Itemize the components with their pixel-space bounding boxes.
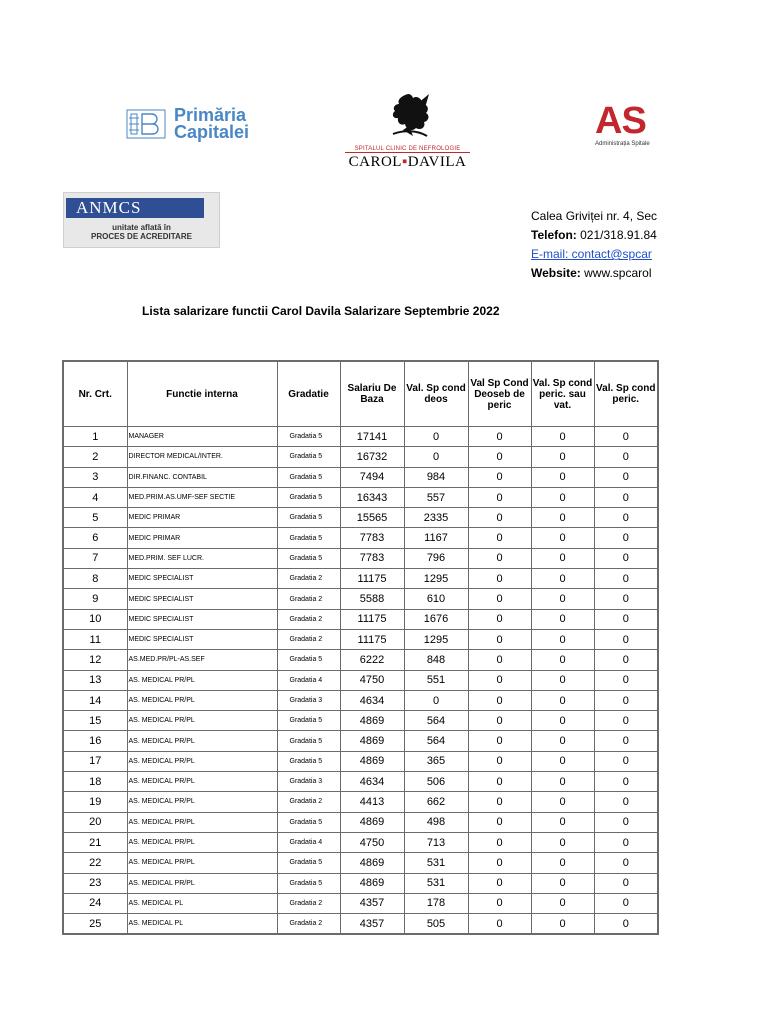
cell-sp-deos: 662 — [404, 792, 468, 812]
cell-sp-peric-vat: 0 — [531, 792, 594, 812]
cell-functie: DIRECTOR MEDICAL/INTER. — [127, 447, 277, 467]
cell-sp-peric-vat: 0 — [531, 690, 594, 710]
cell-sp-peric-vat: 0 — [531, 751, 594, 771]
spital-name-b: DAVILA — [407, 154, 467, 170]
table-row — [63, 508, 658, 528]
cell-sp-deos: 531 — [404, 873, 468, 893]
col-header-gradatie: Gradatie — [277, 361, 340, 427]
cell-sp-deoseb-peric: 0 — [468, 569, 531, 589]
col-header-nr: Nr. Crt. — [63, 361, 127, 427]
cell-nr: 10 — [63, 609, 127, 629]
cell-sp-peric-vat: 0 — [531, 609, 594, 629]
cell-sp-deos: 505 — [404, 914, 468, 935]
cell-nr: 17 — [63, 751, 127, 771]
cell-sp-peric-vat: 0 — [531, 893, 594, 913]
cell-functie: AS. MEDICAL PR/PL — [127, 853, 277, 873]
cell-nr: 25 — [63, 914, 127, 935]
table-row — [63, 569, 658, 589]
cell-nr: 4 — [63, 487, 127, 507]
anmcs-sub2: PROCES DE ACREDITARE — [91, 232, 192, 241]
cell-sp-peric: 0 — [594, 853, 658, 873]
cell-functie: AS. MEDICAL PR/PL — [127, 832, 277, 852]
cell-sp-deos: 2335 — [404, 508, 468, 528]
cell-sp-peric-vat: 0 — [531, 447, 594, 467]
cell-gradatie: Gradatia 5 — [277, 853, 340, 873]
cell-functie: AS. MEDICAL PR/PL — [127, 751, 277, 771]
table-row — [63, 711, 658, 731]
cell-sp-deoseb-peric: 0 — [468, 853, 531, 873]
cell-sp-deoseb-peric: 0 — [468, 427, 531, 447]
table-row — [63, 447, 658, 467]
cell-sp-peric: 0 — [594, 528, 658, 548]
cell-sp-peric: 0 — [594, 609, 658, 629]
cell-sp-deoseb-peric: 0 — [468, 812, 531, 832]
cell-nr: 7 — [63, 548, 127, 568]
cell-sp-deos: 0 — [404, 690, 468, 710]
cell-functie: AS. MEDICAL PR/PL — [127, 873, 277, 893]
cell-sp-peric: 0 — [594, 487, 658, 507]
cell-nr: 22 — [63, 853, 127, 873]
cell-sp-peric: 0 — [594, 467, 658, 487]
cell-salariu: 4869 — [340, 731, 404, 751]
cell-sp-deoseb-peric: 0 — [468, 650, 531, 670]
cell-sp-peric: 0 — [594, 569, 658, 589]
cell-sp-deoseb-peric: 0 — [468, 589, 531, 609]
cell-sp-peric-vat: 0 — [531, 853, 594, 873]
cell-functie: MEDIC SPECIALIST — [127, 609, 277, 629]
cell-nr: 9 — [63, 589, 127, 609]
spital-logo — [340, 90, 475, 171]
anmcs-band: ANMCS — [66, 198, 204, 218]
cell-functie: MED.PRIM. SEF LUCR. — [127, 548, 277, 568]
cell-sp-peric-vat: 0 — [531, 528, 594, 548]
cell-sp-deoseb-peric: 0 — [468, 629, 531, 649]
cell-sp-peric: 0 — [594, 548, 658, 568]
cell-functie: MEDIC SPECIALIST — [127, 569, 277, 589]
cell-nr: 24 — [63, 893, 127, 913]
cell-sp-peric-vat: 0 — [531, 650, 594, 670]
table-row — [63, 528, 658, 548]
cell-sp-peric-vat: 0 — [531, 487, 594, 507]
cell-sp-peric: 0 — [594, 731, 658, 751]
cell-sp-deoseb-peric: 0 — [468, 548, 531, 568]
cell-salariu: 4869 — [340, 873, 404, 893]
cell-nr: 1 — [63, 427, 127, 447]
cell-sp-deos: 564 — [404, 731, 468, 751]
cell-sp-peric-vat: 0 — [531, 812, 594, 832]
cell-nr: 5 — [63, 508, 127, 528]
cell-sp-peric-vat: 0 — [531, 589, 594, 609]
cell-sp-deos: 1167 — [404, 528, 468, 548]
cell-sp-deos: 0 — [404, 427, 468, 447]
cell-sp-peric: 0 — [594, 427, 658, 447]
cell-sp-deos: 796 — [404, 548, 468, 568]
cell-salariu: 11175 — [340, 609, 404, 629]
col-header-salariu: Salariu De Baza — [340, 361, 404, 427]
cell-sp-peric: 0 — [594, 792, 658, 812]
table-row — [63, 609, 658, 629]
cell-salariu: 4869 — [340, 853, 404, 873]
col-header-sp-peric: Val. Sp cond peric. — [594, 361, 658, 427]
cell-nr: 15 — [63, 711, 127, 731]
cell-nr: 8 — [63, 569, 127, 589]
table-row — [63, 548, 658, 568]
cell-salariu: 4357 — [340, 914, 404, 935]
cell-gradatie: Gradatia 2 — [277, 629, 340, 649]
table-row — [63, 893, 658, 913]
anmcs-sub1: unitate aflată în — [112, 223, 171, 232]
cell-salariu: 15565 — [340, 508, 404, 528]
cell-sp-deoseb-peric: 0 — [468, 914, 531, 935]
table-header-row — [63, 361, 658, 427]
spital-name-sep: ▪ — [401, 154, 408, 170]
cell-functie: AS. MEDICAL PR/PL — [127, 812, 277, 832]
cell-functie: DIR.FINANC. CONTABIL — [127, 467, 277, 487]
cell-gradatie: Gradatia 2 — [277, 792, 340, 812]
spital-subtitle: SPITALUL CLINIC DE NEFROLOGIE — [354, 146, 461, 152]
cell-sp-deoseb-peric: 0 — [468, 873, 531, 893]
cell-gradatie: Gradatia 2 — [277, 569, 340, 589]
cell-sp-deos: 848 — [404, 650, 468, 670]
cell-sp-peric-vat: 0 — [531, 914, 594, 935]
cell-salariu: 4869 — [340, 812, 404, 832]
cell-sp-deos: 610 — [404, 589, 468, 609]
cell-sp-deoseb-peric: 0 — [468, 832, 531, 852]
cell-sp-peric: 0 — [594, 812, 658, 832]
cell-sp-peric: 0 — [594, 873, 658, 893]
anmcs-logo — [63, 192, 220, 248]
cell-sp-deos: 557 — [404, 487, 468, 507]
cell-sp-peric: 0 — [594, 914, 658, 935]
cell-gradatie: Gradatia 4 — [277, 832, 340, 852]
phone-value: 021/318.91.84 — [576, 228, 657, 242]
table-row — [63, 832, 658, 852]
as-logo — [595, 100, 650, 147]
cell-salariu: 6222 — [340, 650, 404, 670]
carol-davila-emblem-icon — [373, 90, 443, 140]
table-row — [63, 487, 658, 507]
cell-gradatie: Gradatia 2 — [277, 589, 340, 609]
cell-sp-deos: 564 — [404, 711, 468, 731]
cell-sp-peric: 0 — [594, 711, 658, 731]
cell-functie: AS. MEDICAL PR/PL — [127, 772, 277, 792]
cell-nr: 6 — [63, 528, 127, 548]
cell-salariu: 7783 — [340, 548, 404, 568]
cell-sp-peric-vat: 0 — [531, 629, 594, 649]
cell-nr: 2 — [63, 447, 127, 467]
website-label: Website: — [531, 266, 581, 280]
cell-sp-deoseb-peric: 0 — [468, 792, 531, 812]
table-row — [63, 873, 658, 893]
cell-functie: AS. MEDICAL PR/PL — [127, 690, 277, 710]
cell-sp-deos: 0 — [404, 447, 468, 467]
cell-sp-peric-vat: 0 — [531, 670, 594, 690]
table-row — [63, 589, 658, 609]
email-link[interactable]: E-mail: contact@spcar — [531, 247, 652, 261]
cell-salariu: 4869 — [340, 751, 404, 771]
cell-functie: AS. MEDICAL PR/PL — [127, 670, 277, 690]
cell-sp-peric: 0 — [594, 893, 658, 913]
cell-salariu: 16732 — [340, 447, 404, 467]
cell-sp-deos: 365 — [404, 751, 468, 771]
website-value: www.spcarol — [580, 266, 652, 280]
cell-nr: 16 — [63, 731, 127, 751]
cell-functie: AS. MEDICAL PL — [127, 914, 277, 935]
cell-sp-deoseb-peric: 0 — [468, 751, 531, 771]
contact-block — [531, 207, 659, 283]
cell-sp-peric: 0 — [594, 832, 658, 852]
cell-salariu: 4750 — [340, 832, 404, 852]
col-header-functie: Functie interna — [127, 361, 277, 427]
cell-salariu: 4634 — [340, 772, 404, 792]
cell-nr: 14 — [63, 690, 127, 710]
cell-functie: MEDIC SPECIALIST — [127, 629, 277, 649]
table-row — [63, 731, 658, 751]
cell-nr: 20 — [63, 812, 127, 832]
cell-sp-deos: 498 — [404, 812, 468, 832]
cell-sp-peric: 0 — [594, 690, 658, 710]
cell-sp-deos: 1676 — [404, 609, 468, 629]
salary-table — [62, 360, 659, 935]
cell-sp-deoseb-peric: 0 — [468, 528, 531, 548]
col-header-sp-peric-vat: Val. Sp cond peric. sau vat. — [531, 361, 594, 427]
document-title: Lista salarizare functii Carol Davila Salarizare Septembrie 2022 — [142, 304, 500, 318]
cell-salariu: 11175 — [340, 629, 404, 649]
cell-sp-deoseb-peric: 0 — [468, 690, 531, 710]
table-row — [63, 792, 658, 812]
cell-sp-deos: 713 — [404, 832, 468, 852]
cell-functie: MEDIC PRIMAR — [127, 528, 277, 548]
cell-sp-peric-vat: 0 — [531, 569, 594, 589]
cell-sp-deos: 1295 — [404, 569, 468, 589]
col-header-sp-deos: Val. Sp cond deos — [404, 361, 468, 427]
cell-sp-peric: 0 — [594, 508, 658, 528]
cell-nr: 23 — [63, 873, 127, 893]
cell-gradatie: Gradatia 2 — [277, 914, 340, 935]
primaria-emblem-icon — [126, 108, 166, 140]
cell-sp-deos: 551 — [404, 670, 468, 690]
cell-gradatie: Gradatia 3 — [277, 772, 340, 792]
contact-phone-line — [531, 226, 659, 245]
table-row — [63, 751, 658, 771]
table-row — [63, 427, 658, 447]
cell-sp-peric-vat: 0 — [531, 467, 594, 487]
cell-sp-deoseb-peric: 0 — [468, 711, 531, 731]
contact-website-line — [531, 264, 659, 283]
table-row — [63, 853, 658, 873]
cell-sp-peric-vat: 0 — [531, 832, 594, 852]
cell-functie: AS. MEDICAL PL — [127, 893, 277, 913]
spital-name — [345, 152, 471, 171]
cell-sp-peric: 0 — [594, 670, 658, 690]
primaria-line1: Primăria — [174, 105, 247, 125]
cell-sp-peric-vat: 0 — [531, 873, 594, 893]
cell-sp-deoseb-peric: 0 — [468, 467, 531, 487]
cell-sp-deoseb-peric: 0 — [468, 508, 531, 528]
table-row — [63, 914, 658, 935]
cell-nr: 21 — [63, 832, 127, 852]
cell-sp-peric-vat: 0 — [531, 731, 594, 751]
cell-sp-peric-vat: 0 — [531, 427, 594, 447]
cell-functie: MEDIC SPECIALIST — [127, 589, 277, 609]
cell-sp-peric: 0 — [594, 447, 658, 467]
cell-gradatie: Gradatia 2 — [277, 893, 340, 913]
cell-functie: MEDIC PRIMAR — [127, 508, 277, 528]
cell-gradatie: Gradatia 5 — [277, 548, 340, 568]
cell-gradatie: Gradatia 5 — [277, 508, 340, 528]
spital-name-a: CAROL — [348, 154, 402, 170]
cell-functie: AS. MEDICAL PR/PL — [127, 731, 277, 751]
cell-sp-deos: 178 — [404, 893, 468, 913]
table-row — [63, 650, 658, 670]
table-row — [63, 467, 658, 487]
cell-gradatie: Gradatia 5 — [277, 427, 340, 447]
cell-salariu: 17141 — [340, 427, 404, 447]
cell-gradatie: Gradatia 5 — [277, 447, 340, 467]
col-header-sp-deoseb-peric: Val Sp Cond Deoseb de peric — [468, 361, 531, 427]
cell-salariu: 4413 — [340, 792, 404, 812]
cell-sp-peric-vat: 0 — [531, 508, 594, 528]
cell-salariu: 4634 — [340, 690, 404, 710]
cell-salariu: 4357 — [340, 893, 404, 913]
primaria-line2: Capitalei — [174, 122, 250, 142]
cell-sp-deos: 1295 — [404, 629, 468, 649]
cell-nr: 18 — [63, 772, 127, 792]
as-logo-subtitle: Administrația Spitale — [595, 141, 650, 147]
cell-gradatie: Gradatia 5 — [277, 731, 340, 751]
cell-sp-deoseb-peric: 0 — [468, 447, 531, 467]
cell-salariu: 5588 — [340, 589, 404, 609]
cell-sp-deos: 984 — [404, 467, 468, 487]
cell-nr: 12 — [63, 650, 127, 670]
as-logo-text: AS — [595, 100, 646, 142]
cell-gradatie: Gradatia 5 — [277, 487, 340, 507]
table-row — [63, 670, 658, 690]
cell-functie: AS. MEDICAL PR/PL — [127, 711, 277, 731]
cell-sp-deoseb-peric: 0 — [468, 487, 531, 507]
cell-sp-peric: 0 — [594, 650, 658, 670]
cell-sp-peric-vat: 0 — [531, 711, 594, 731]
cell-sp-deoseb-peric: 0 — [468, 893, 531, 913]
cell-gradatie: Gradatia 5 — [277, 873, 340, 893]
primaria-logo — [126, 107, 249, 141]
cell-gradatie: Gradatia 5 — [277, 751, 340, 771]
cell-gradatie: Gradatia 5 — [277, 650, 340, 670]
phone-label: Telefon: — [531, 228, 577, 242]
cell-salariu: 4750 — [340, 670, 404, 690]
cell-salariu: 16343 — [340, 487, 404, 507]
cell-sp-peric: 0 — [594, 751, 658, 771]
cell-sp-deoseb-peric: 0 — [468, 609, 531, 629]
cell-salariu: 7783 — [340, 528, 404, 548]
cell-sp-peric-vat: 0 — [531, 772, 594, 792]
cell-nr: 3 — [63, 467, 127, 487]
cell-gradatie: Gradatia 4 — [277, 670, 340, 690]
cell-functie: MED.PRIM.AS.UMF-SEF SECTIE — [127, 487, 277, 507]
table-row — [63, 690, 658, 710]
cell-salariu: 11175 — [340, 569, 404, 589]
cell-functie: AS. MEDICAL PR/PL — [127, 792, 277, 812]
cell-gradatie: Gradatia 5 — [277, 528, 340, 548]
cell-nr: 13 — [63, 670, 127, 690]
cell-sp-peric: 0 — [594, 589, 658, 609]
cell-sp-deos: 506 — [404, 772, 468, 792]
cell-gradatie: Gradatia 5 — [277, 812, 340, 832]
cell-salariu: 4869 — [340, 711, 404, 731]
table-row — [63, 629, 658, 649]
cell-functie: AS.MED.PR/PL-AS.SEF — [127, 650, 277, 670]
cell-sp-peric-vat: 0 — [531, 548, 594, 568]
cell-sp-deoseb-peric: 0 — [468, 731, 531, 751]
cell-gradatie: Gradatia 2 — [277, 609, 340, 629]
cell-gradatie: Gradatia 3 — [277, 690, 340, 710]
cell-gradatie: Gradatia 5 — [277, 467, 340, 487]
table-row — [63, 812, 658, 832]
cell-sp-deoseb-peric: 0 — [468, 670, 531, 690]
cell-nr: 19 — [63, 792, 127, 812]
cell-functie: MANAGER — [127, 427, 277, 447]
cell-salariu: 7494 — [340, 467, 404, 487]
cell-sp-peric: 0 — [594, 772, 658, 792]
cell-sp-deos: 531 — [404, 853, 468, 873]
cell-nr: 11 — [63, 629, 127, 649]
cell-sp-deoseb-peric: 0 — [468, 772, 531, 792]
table-row — [63, 772, 658, 792]
cell-gradatie: Gradatia 5 — [277, 711, 340, 731]
cell-sp-peric: 0 — [594, 629, 658, 649]
contact-address: Calea Griviței nr. 4, Sec — [531, 209, 658, 223]
